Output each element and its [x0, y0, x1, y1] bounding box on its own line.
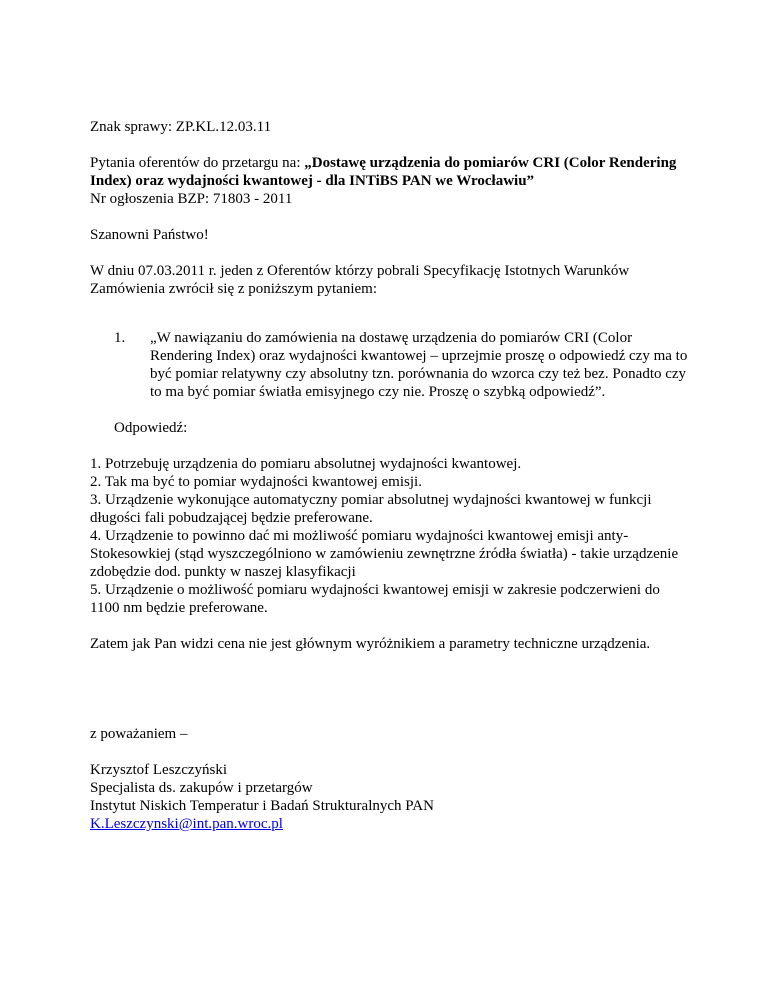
tender-title: „Dostawę urządzenia do pomiarów CRI (Color Rendering Index) oraz wydajności kwantowej - dla INTiBS PAN we Wrocławiu”	[90, 155, 677, 189]
answer-item: 3. Urządzenie wykonujące automatyczny pomiar absolutnej wydajności kwantowej w funkcji długości fali pobudzającej będzie preferowane.	[90, 492, 652, 526]
intro-paragraph: W dniu 07.03.2011 r. jeden z Oferentów którzy pobrali Specyfikację Istotnych Warunków Zamówienia zwrócił się z poniższym pytaniem:	[90, 263, 630, 297]
signature-institute: Instytut Niskich Temperatur i Badań Strukturalnych PAN	[90, 798, 434, 814]
document-page	[90, 118, 690, 833]
closing-line: z poważaniem –	[90, 726, 188, 742]
answer-item: 1. Potrzebuję urządzenia do pomiaru absolutnej wydajności kwantowej.	[90, 456, 522, 472]
answer-item: 2. Tak ma być to pomiar wydajności kwantowej emisji.	[90, 474, 422, 490]
tender-prefix: Pytania oferentów do przetargu na:	[90, 155, 305, 171]
email-link[interactable]: K.Leszczynski@int.pan.wroc.pl	[90, 816, 283, 832]
signature-block	[90, 761, 690, 833]
salutation: Szanowni Państwo!	[90, 227, 209, 243]
question-item	[90, 329, 690, 401]
answer-label: Odpowiedź:	[114, 420, 188, 436]
answer-list	[90, 455, 690, 617]
bzp-number: Nr ogłoszenia BZP: 71803 - 2011	[90, 191, 293, 207]
conclusion-paragraph: Zatem jak Pan widzi cena nie jest głównym wyróżnikiem a parametry techniczne urządzenia.	[90, 636, 651, 652]
question-number: 1.	[114, 330, 126, 346]
signature-name: Krzysztof Leszczyński	[90, 762, 228, 778]
question-list	[90, 329, 690, 401]
question-text: „W nawiązaniu do zamówienia na dostawę urządzenia do pomiarów CRI (Color Rendering Index) oraz wydajności kwantowej – uprzejmie proszę o odpowiedź czy ma to być pomiar relatywny czy absolutny tzn. porównania do wzorca czy też bez. Ponadto czy to ma być pomiar światła emisyjnego czy nie. Proszę o szybką odpowiedź”.	[150, 330, 688, 400]
spacer	[90, 653, 690, 725]
case-reference: Znak sprawy: ZP.KL.12.03.11	[90, 119, 272, 135]
tender-header	[90, 154, 690, 208]
signature-position: Specjalista ds. zakupów i przetargów	[90, 780, 313, 796]
answer-item: 4. Urządzenie to powinno dać mi możliwość pomiaru wydajności kwantowej emisji anty-Stokesowkiej (stąd wyszczególniono w zamówieniu zewnętrzne źródła światła) - takie urządzenie zdobędzie dod. punkty w naszej klasyfikacji	[90, 528, 679, 580]
answer-item: 5. Urządzenie o możliwość pomiaru wydajności kwantowej emisji w zakresie podczerwieni do 1100 nm będzie preferowane.	[90, 582, 660, 616]
